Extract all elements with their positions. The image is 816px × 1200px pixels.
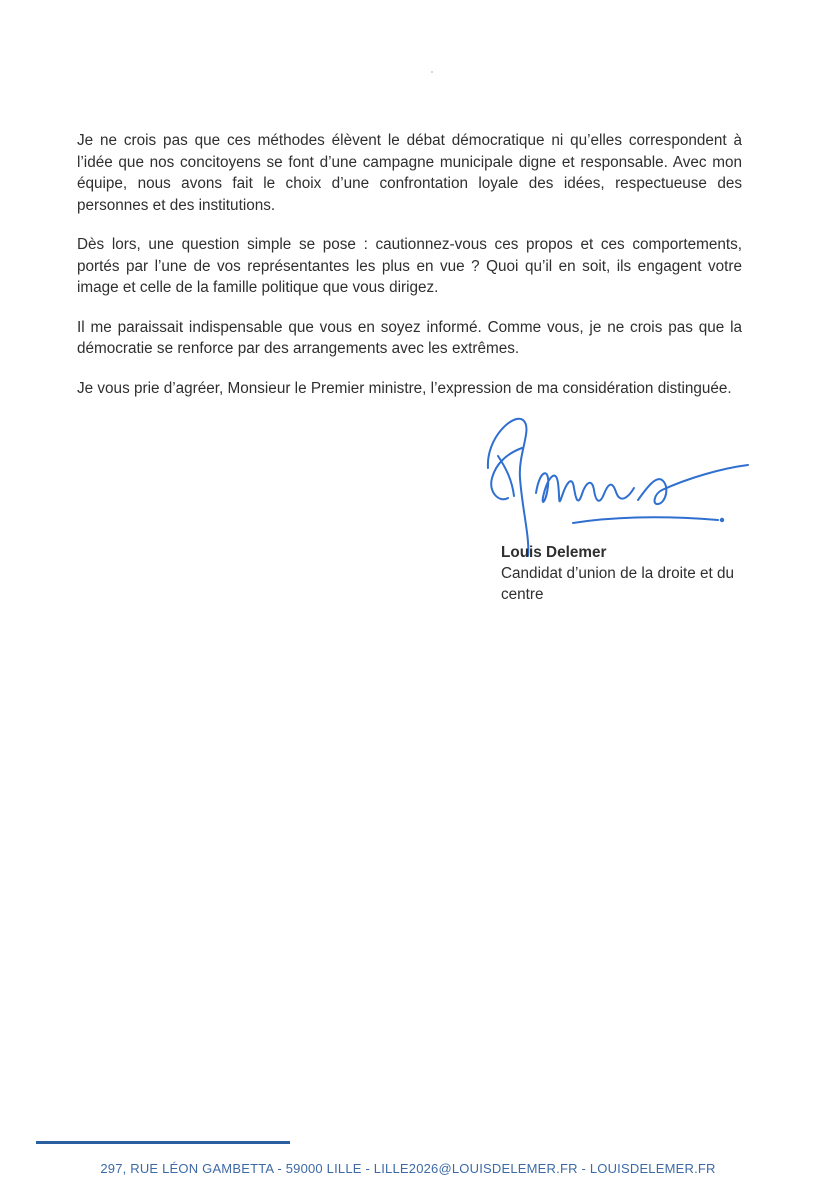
scan-speck [431,71,433,73]
signer-block [501,542,761,605]
footer-address: 297, RUE LÉON GAMBETTA - 59000 LILLE - LILLE2026@LOUISDELEMER.FR - LOUISDELEMER.FR [100,1161,716,1176]
footer-rule [36,1141,290,1144]
signer-role: Candidat d’union de la droite et du centre [501,565,735,603]
signer-name: Louis Delemer [501,544,607,561]
paragraph-2: Dès lors, une question simple se pose : cautionnez-vous ces propos et ces comportements, portés par l’une de vos représentantes les plus en vue ? Quoi qu’il en soit, ils engagent votre image et celle de la famille politique que vous dirigez. [77,236,742,296]
paragraph-1: Je ne crois pas que ces méthodes élèvent le débat démocratique ni qu’elles correspondent à l’idée que nos concitoyens se font d’une campagne municipale digne et responsable. Avec mon équipe, nous avons fait le choix d’une confrontation loyale des idées, respectueuse des personnes et des institutions. [77,132,742,214]
paragraph-closing: Je vous prie d’agréer, Monsieur le Premier ministre, l’expression de ma considération distinguée. [77,379,732,397]
letter-body [77,130,742,417]
paragraph-3: Il me paraissait indispensable que vous en soyez informé. Comme vous, je ne crois pas que la démocratie se renforce par des arrangements avec les extrêmes. [77,318,742,357]
handwritten-signature [478,408,753,558]
